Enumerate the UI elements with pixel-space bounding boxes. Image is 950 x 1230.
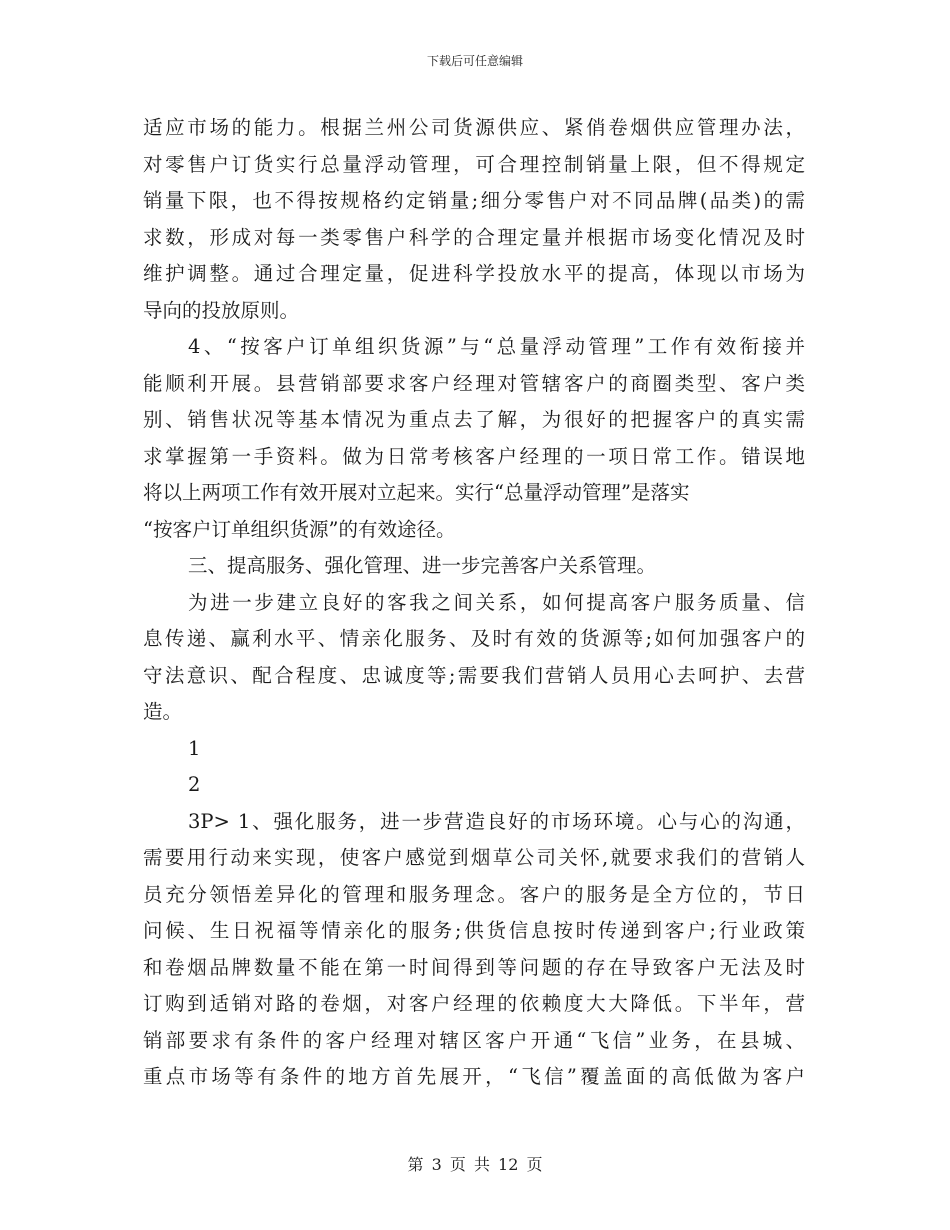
body-line: 维护调整。通过合理定量，促进科学投放水平的提高，体现以市场为 <box>143 262 805 285</box>
paragraph-start-line: 4、“按客户订单组织货源”与“总量浮动管理”工作有效衔接并 <box>188 335 805 358</box>
body-line: 重点市场等有条件的地方首先展开，“飞信”覆盖面的高低做为客户 <box>143 1065 805 1088</box>
body-line: 求数，形成对每一类零售户科学的合理定量并根据市场变化情况及时 <box>143 225 805 249</box>
body-line: “按客户订单组织货源”的有效途径。 <box>143 517 456 541</box>
body-line: 能顺利开展。县营销部要求客户经理对管辖客户的商圈类型、客户类 <box>143 371 805 395</box>
body-line: 将以上两项工作有效开展对立起来。实行“总量浮动管理”是落实 <box>143 481 690 504</box>
body-line: 需要用行动来实现，使客户感觉到烟草公司关怀,就要求我们的营销人 <box>143 846 805 869</box>
stray-number: 1 <box>188 736 201 760</box>
body-line: 求掌握第一手资料。做为日常考核客户经理的一项日常工作。错误地 <box>143 444 805 468</box>
body-line: 导向的投放原则。 <box>143 298 300 322</box>
body-line: 别、销售状况等基本情况为重点去了解，为很好的把握客户的真实需 <box>143 408 805 431</box>
body-line: 对零售户订货实行总量浮动管理，可合理控制销量上限，但不得规定 <box>143 152 805 176</box>
body-line: 造。 <box>143 700 183 723</box>
body-line: 问候、生日祝福等情亲化的服务;供货信息按时传递到客户;行业政策 <box>143 919 805 942</box>
body-line: 适应市场的能力。根据兰州公司货源供应、紧俏卷烟供应管理办法， <box>143 116 805 139</box>
document-body <box>143 110 805 1096</box>
body-line: 和卷烟品牌数量不能在第一时间得到等问题的存在导致客户无法及时 <box>143 955 805 979</box>
paragraph-start-line: 3P> 1、强化服务，进一步营造良好的市场环境。心与心的沟通， <box>188 809 805 833</box>
body-line: 守法意识、配合程度、忠诚度等;需要我们营销人员用心去呵护、去营 <box>143 663 805 687</box>
section-heading: 三、提高服务、强化管理、进一步完善客户关系管理。 <box>188 554 657 577</box>
stray-number: 2 <box>188 773 201 796</box>
body-line: 订购到适销对路的卷烟，对客户经理的依赖度大大降低。下半年，营 <box>143 992 805 1015</box>
page-number-footer: 第 3 页 共 12 页 <box>407 1155 543 1174</box>
body-line: 员充分领悟差异化的管理和服务理念。客户的服务是全方位的，节日 <box>143 882 805 906</box>
paragraph-start-line: 为进一步建立良好的客我之间关系，如何提高客户服务质量、信 <box>188 590 805 614</box>
body-line: 息传递、赢利水平、情亲化服务、及时有效的货源等;如何加强客户的 <box>143 627 805 650</box>
body-line: 销量下限，也不得按规格约定销量;细分零售户对不同品牌(品类)的需 <box>143 189 805 212</box>
body-line: 销部要求有条件的客户经理对辖区客户开通“飞信”业务，在县城、 <box>143 1028 805 1052</box>
page-header: 下载后可任意编辑 <box>426 54 523 68</box>
